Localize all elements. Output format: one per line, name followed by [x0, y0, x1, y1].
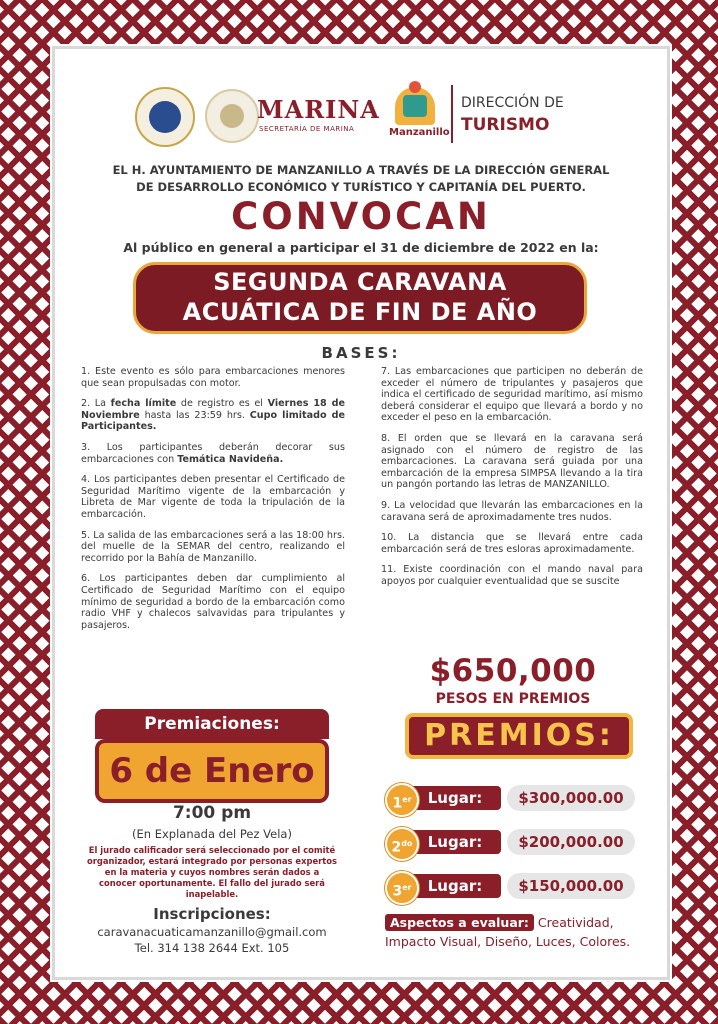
prize-place-3-amount: $150,000.00	[507, 873, 635, 899]
marina-title: MARINA	[257, 95, 380, 124]
bases-title: BASES:	[321, 344, 401, 362]
base-2: 2. La fecha límite de registro es el Viernes 18 de Noviembre hasta las 23:59 hrs. Cupo limitado de Participantes.	[81, 398, 346, 433]
event-title-line-2: ACUÁTICA DE FIN DE AÑO	[182, 298, 538, 326]
base-4: 4. Los participantes deben presentar el Certificado de Seguridad Marítimo vigente de la embarcación y Libreta de Mar vigente de toda la tripulación de la embarcación.	[81, 474, 345, 520]
premios-title: PREMIOS:	[405, 713, 633, 759]
base-5: 5. La salida de las embarcaciones será a las 18:00 hrs. del muelle de la SEMAR del centro, realizando el recorrido por la Bahía de Manzanillo.	[81, 529, 345, 564]
base-10: 10. La distancia que se llevará entre cada embarcación será de tres esloras aproximadamente.	[381, 532, 643, 555]
aspectos-text-1: Creatividad,	[533, 915, 614, 930]
aspectos-label: Aspectos a evaluar:	[385, 914, 534, 931]
direccion-text: DIRECCIÓN DE	[461, 95, 564, 111]
manzanillo-logo-text: Manzanillo	[389, 127, 450, 138]
prize-place-2-amount: $200,000.00	[507, 829, 635, 855]
intro-subtitle: Al público en general a participar el 31 de diciembre de 2022 en la:	[123, 240, 599, 255]
premiaciones-card	[95, 709, 329, 803]
prize-place-1	[385, 783, 641, 813]
prize-place-2-label: Lugar:	[409, 830, 501, 854]
prize-place-1-amount: $300,000.00	[507, 785, 635, 811]
base-11: 11. Existe coordinación con el mando naval para apoyos por cualquier eventualidad que se suscite	[381, 564, 643, 587]
prize-total: $650,000	[429, 653, 597, 689]
jurado-note: El jurado calificador será seleccionado por el comité organizador, estará integrado por personas expertos en la materia y cuyos nombres serán dados a conocer oportunamente. El fallo del jurado será inapelable.	[86, 845, 338, 899]
prize-place-2	[385, 827, 641, 857]
turismo-text: TURISMO	[461, 115, 550, 135]
base-7: 7. Las embarcaciones que participen no deberán de exceder el número de tripulantes y pasajeros que indica el certificado de seguridad marítimo, así mismo deberá considerar el equipo que llevará a bordo y no exceder el peso en la embarcación.	[381, 366, 643, 424]
header-divider	[451, 85, 453, 143]
base-6: 6. Los participantes deben dar cumplimiento al Certificado de Seguridad Marítimo con el equipo mínimo de seguridad a bordo de la embarcación como radio VHF y chalecos salvavidas para tripulantes y pasajeros.	[81, 573, 345, 631]
base-9: 9. La velocidad que llevarán las embarcaciones en la caravana será de aproximadamente tres nudos.	[381, 499, 643, 523]
premiaciones-place: (En Explanada del Pez Vela)	[132, 827, 292, 841]
intro-line-1: EL H. AYUNTAMIENTO DE MANZANILLO A TRAVÉS DE LA DIRECCIÓN GENERAL	[112, 163, 610, 177]
convocan-title: CONVOCAN	[231, 195, 491, 238]
aspectos-evaluar	[385, 913, 655, 951]
poster-sheet	[52, 46, 670, 980]
prize-place-3-label: Lugar:	[409, 874, 501, 898]
prize-total-caption: PESOS EN PREMIOS	[435, 691, 591, 707]
mexico-seal-icon	[205, 89, 259, 143]
bases-right-column	[381, 366, 643, 597]
aspectos-text-2: Impacto Visual, Diseño, Luces, Colores.	[385, 934, 631, 949]
prize-place-3	[385, 871, 641, 901]
premiaciones-time: 7:00 pm	[172, 803, 252, 823]
prize-place-1-label: Lugar:	[409, 786, 501, 810]
inscripciones-phone: Tel. 314 138 2644 Ext. 105	[134, 941, 290, 955]
inscripciones-email[interactable]: caravanacuaticamanzanillo@gmail.com	[97, 925, 327, 939]
bases-left-column	[81, 366, 345, 640]
event-title-banner	[133, 262, 587, 334]
marina-subtitle: SECRETARÍA DE MARINA	[259, 125, 355, 133]
inscripciones-title: Inscripciones:	[153, 905, 271, 923]
prize-place-1-badge: 1er	[385, 783, 419, 817]
intro-line-2: DE DESARROLLO ECONÓMICO Y TURÍSTICO Y CAPITANÍA DEL PUERTO.	[136, 180, 586, 194]
base-8: 8. El orden que se llevará en la caravana será asignado con el número de registro de las embarcaciones. La caravana será guiada por una embarcación de la empresa SIMPSA llevando a la tira un pangón portando las letras de MANZANILLO.	[381, 432, 643, 491]
event-title-line-1: SEGUNDA CARAVANA	[213, 268, 507, 296]
base-3: 3. Los participantes deberán decorar sus embarcaciones con Temática Navideña.	[81, 441, 345, 465]
base-1: 1. Este evento es sólo para embarcaciones menores que sean propulsadas con motor.	[81, 366, 345, 389]
capitania-seal-icon	[135, 87, 195, 147]
premiaciones-title: Premiaciones:	[95, 709, 329, 739]
premiaciones-date: 6 de Enero	[95, 739, 329, 803]
prize-place-2-badge: $2^{do}$	[385, 827, 419, 861]
prize-place-3-badge: 3er	[385, 871, 419, 905]
manzanillo-logo-icon	[391, 81, 439, 125]
